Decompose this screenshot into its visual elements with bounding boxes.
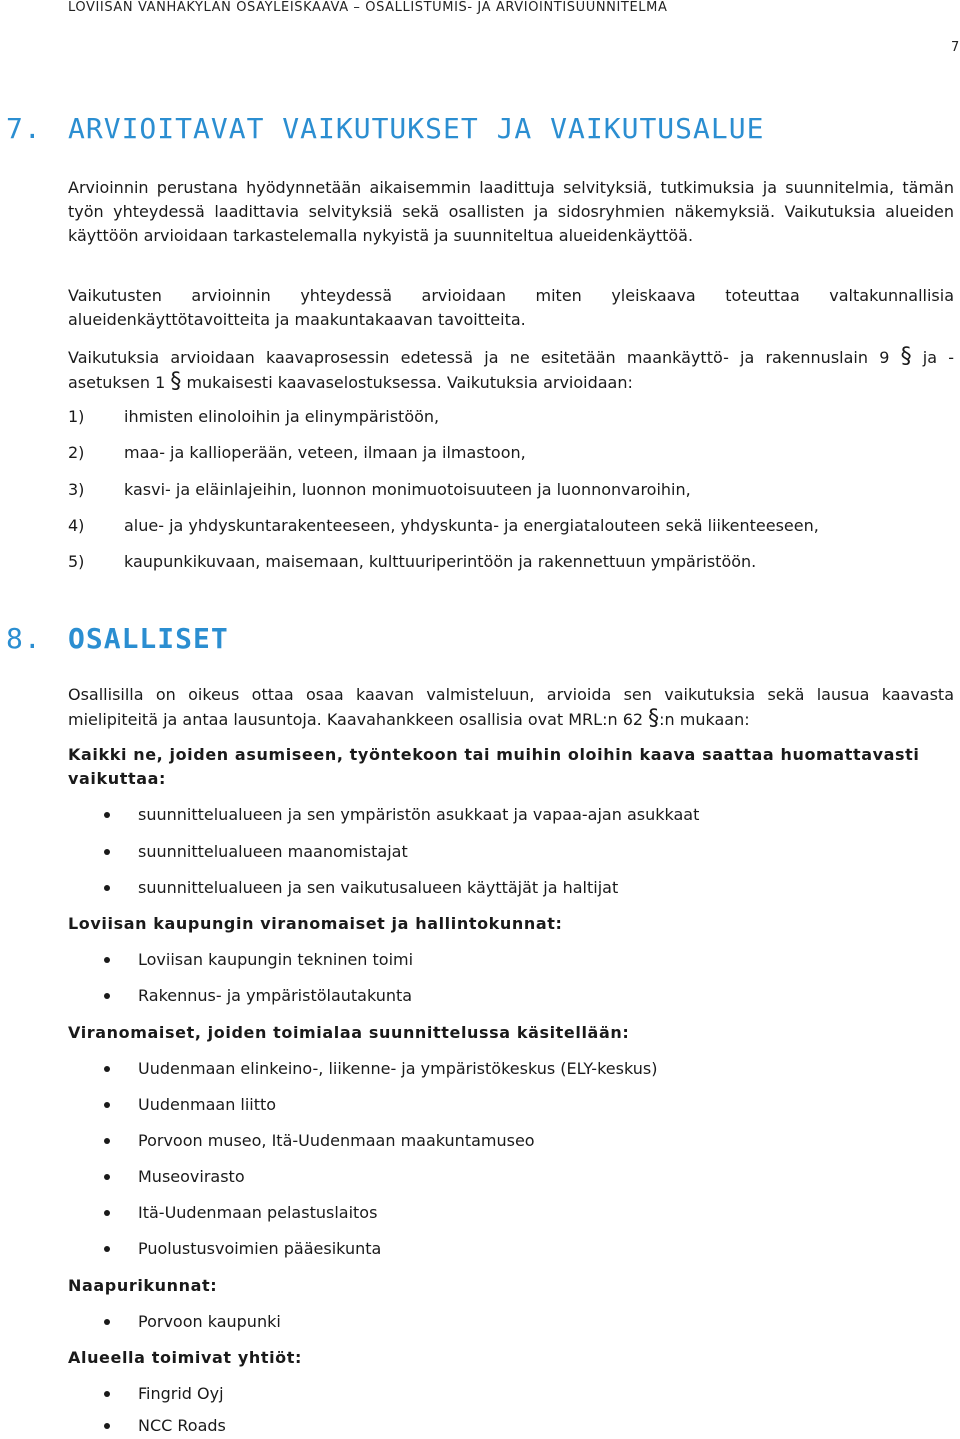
bullet-text: Porvoon kaupunki (138, 1312, 281, 1331)
bullet-text: Fingrid Oyj (138, 1384, 224, 1403)
bullet-icon (104, 812, 110, 818)
bullet-icon (104, 1138, 110, 1144)
header-title: LOVIISAN VANHAKYLÄN OSAYLEISKAAVA – OSALLISTUMIS- JA ARVIOINTISUUNNITELMA (68, 0, 668, 15)
section-7-paragraph-3 (68, 345, 954, 395)
item-number: 1) (68, 407, 85, 426)
bullet-text: suunnittelualueen ja sen vaikutusalueen käyttäjät ja haltijat (138, 878, 619, 897)
group-heading: Alueella toimivat yhtiöt: (68, 1348, 303, 1367)
item-number: 4) (68, 516, 85, 535)
item-text: alue- ja yhdyskuntarakenteeseen, yhdyskunta- ja energiatalouteen sekä liikenteeseen, (124, 516, 819, 535)
bullet-icon (104, 1246, 110, 1252)
item-number: 2) (68, 443, 85, 462)
section-sign-1: § (900, 344, 912, 369)
bullet-icon (104, 885, 110, 891)
section-8-intro (68, 683, 954, 732)
item-text: kaupunkikuvaan, maisemaan, kulttuuriperintöön ja rakennettuun ympäristöön. (124, 552, 757, 571)
item-text: kasvi- ja eläinlajeihin, luonnon monimuotoisuuteen ja luonnonvaroihin, (124, 480, 691, 499)
item-text: ihmisten elinoloihin ja elinympäristöön, (124, 407, 440, 426)
bullet-icon (104, 993, 110, 999)
bullet-icon (104, 1423, 110, 1429)
group-heading: Kaikki ne, joiden asumiseen, työntekoon tai muihin oloihin kaava saattaa huomattavasti vaikuttaa: (68, 745, 920, 788)
bullet-text: suunnittelualueen ja sen ympäristön asukkaat ja vapaa-ajan asukkaat (138, 805, 700, 824)
item-number: 3) (68, 480, 85, 499)
item-text: maa- ja kallioperään, veteen, ilmaan ja ilmastoon, (124, 443, 526, 462)
group-heading: Viranomaiset, joiden toimialaa suunnittelussa käsitellään: (68, 1023, 630, 1042)
bullet-text: Museovirasto (138, 1167, 245, 1186)
group-heading: Naapurikunnat: (68, 1276, 218, 1295)
section-8-number: 8. (6, 622, 42, 655)
group-heading: Loviisan kaupungin viranomaiset ja hallintokunnat: (68, 914, 563, 933)
intro-part-a: Osallisilla on oikeus ottaa osaa kaavan valmisteluun, arvioida sen vaikutuksia sekä lausua kaavasta mielipiteitä ja antaa lausuntoja. Kaavahankkeen osallisia ovat MRL:n 62 (68, 685, 954, 729)
bullet-icon (104, 849, 110, 855)
section-7-number: 7. (6, 112, 42, 145)
item-number: 5) (68, 552, 85, 571)
intro-part-b: :n mukaan: (659, 710, 750, 729)
section-7-title: ARVIOITAVAT VAIKUTUKSET JA VAIKUTUSALUE (68, 112, 765, 145)
bullet-text: suunnittelualueen maanomistajat (138, 842, 408, 861)
bullet-text: Rakennus- ja ympäristölautakunta (138, 986, 413, 1005)
bullet-icon (104, 1319, 110, 1325)
section-7-paragraph-2: Vaikutusten arvioinnin yhteydessä arvioidaan miten yleiskaava toteuttaa valtakunnallisia alueidenkäyttötavoitteita ja maakuntakaavan tavoitteita. (68, 286, 954, 329)
bullet-icon (104, 1066, 110, 1072)
bullet-icon (104, 1210, 110, 1216)
page-number: 7 (951, 40, 960, 55)
para3-part-a: Vaikutuksia arvioidaan kaavaprosessin edetessä ja ne esitetään maankäyttö- ja rakennuslain 9 (68, 348, 890, 367)
bullet-icon (104, 1174, 110, 1180)
section-sign-3: § (648, 706, 660, 731)
section-sign-2: § (170, 369, 182, 394)
bullet-text: Uudenmaan elinkeino-, liikenne- ja ympäristökeskus (ELY-keskus) (138, 1059, 658, 1078)
bullet-text: Puolustusvoimien pääesikunta (138, 1239, 382, 1258)
bullet-icon (104, 957, 110, 963)
bullet-text: Loviisan kaupungin tekninen toimi (138, 950, 414, 969)
para3-part-c: mukaisesti kaavaselostuksessa. Vaikutuksia arvioidaan: (186, 373, 633, 392)
para3-part-b: ja -asetuksen 1 (68, 348, 954, 392)
bullet-icon (104, 1102, 110, 1108)
section-7-paragraph-1: Arvioinnin perustana hyödynnetään aikaisemmin laadittuja selvityksiä, tutkimuksia ja suunnitelmia, tämän työn yhteydessä laadittavia selvityksiä sekä osallisten ja sidosryhmien näkemyksiä. Vaikutuksia alueiden käyttöön arvioidaan tarkastelemalla nykyistä ja suunniteltua alueidenkäyttöä. (68, 178, 954, 245)
bullet-text: Itä-Uudenmaan pelastuslaitos (138, 1203, 378, 1222)
bullet-text: NCC Roads (138, 1416, 226, 1435)
bullet-text: Uudenmaan liitto (138, 1095, 277, 1114)
bullet-icon (104, 1391, 110, 1397)
section-8-title: OSALLISET (68, 622, 229, 655)
bullet-text: Porvoon museo, Itä-Uudenmaan maakuntamuseo (138, 1131, 535, 1150)
